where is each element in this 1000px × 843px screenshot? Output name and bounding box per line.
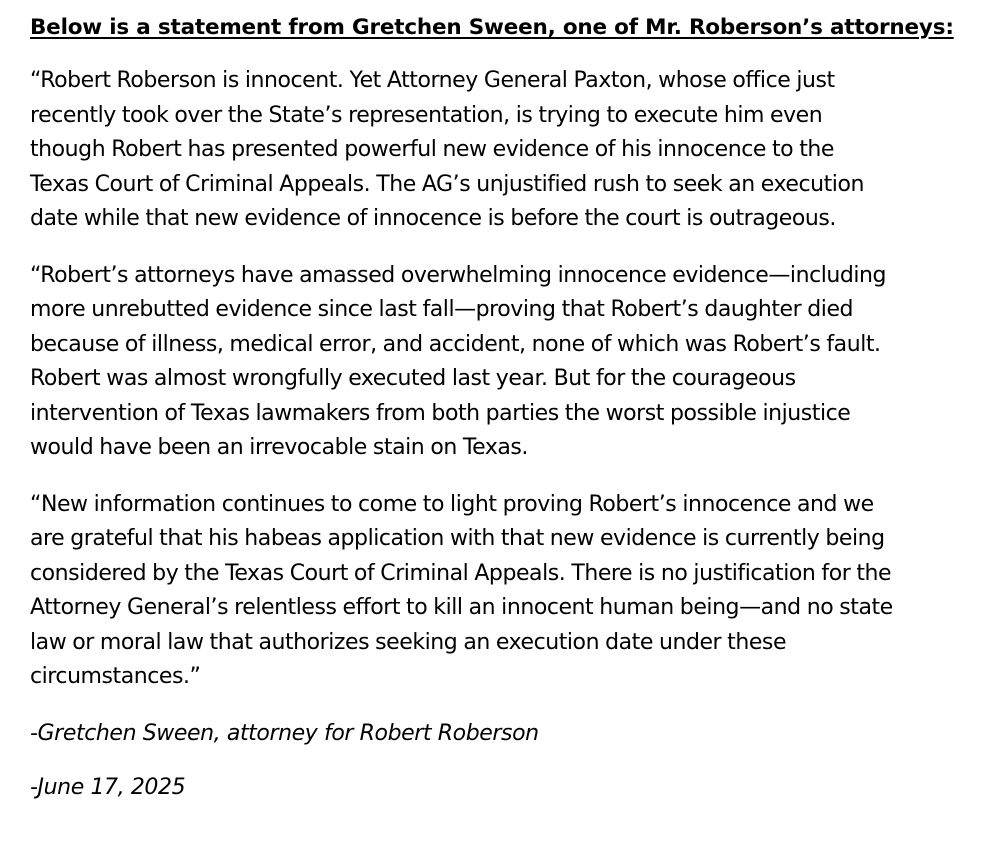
- statement-paragraph-2: [30, 259, 976, 466]
- paragraph-line: intervention of Texas lawmakers from both parties the worst possible injustice: [30, 400, 851, 426]
- paragraph-line: date while that new evidence of innocence is before the court is outrageous.: [30, 206, 836, 231]
- paragraph-line: Robert was almost wrongfully executed last year. But for the courageous: [30, 366, 796, 391]
- statement-paragraph-1: [30, 64, 976, 237]
- paragraph-line: “Robert’s attorneys have amassed overwhelming innocence evidence—including: [30, 262, 887, 288]
- statement-heading: Below is a statement from Gretchen Sween, one of Mr. Roberson’s attorneys:: [30, 15, 954, 40]
- paragraph-line: Attorney General’s relentless effort to kill an innocent human being—and no state: [30, 595, 893, 620]
- paragraph-line: would have been an irrevocable stain on Texas.: [30, 435, 528, 460]
- statement-paragraph-3: [30, 488, 976, 695]
- signature-line: -Gretchen Sween, attorney for Robert Roberson: [30, 720, 539, 746]
- paragraph-line: circumstances.”: [30, 664, 201, 689]
- statement-date: -June 17, 2025: [30, 774, 186, 800]
- paragraph-line: “New information continues to come to light proving Robert’s innocence and we: [30, 491, 874, 517]
- paragraph-line: “Robert Roberson is innocent. Yet Attorney General Paxton, whose office just: [30, 68, 835, 93]
- paragraph-line: because of illness, medical error, and accident, none of which was Robert’s fault.: [30, 331, 881, 357]
- paragraph-line: more unrebutted evidence since last fall—proving that Robert’s daughter died: [30, 297, 854, 322]
- paragraph-line: recently took over the State’s representation, is trying to execute him even: [30, 102, 823, 128]
- paragraph-line: though Robert has presented powerful new evidence of his innocence to the: [30, 137, 834, 162]
- paragraph-line: considered by the Texas Court of Criminal Appeals. There is no justification for the: [30, 560, 892, 586]
- paragraph-line: law or moral law that authorizes seeking an execution date under these: [30, 629, 787, 655]
- paragraph-line: are grateful that his habeas application with that new evidence is currently being: [30, 526, 885, 551]
- paragraph-line: Texas Court of Criminal Appeals. The AG’s unjustified rush to seek an execution: [30, 171, 864, 197]
